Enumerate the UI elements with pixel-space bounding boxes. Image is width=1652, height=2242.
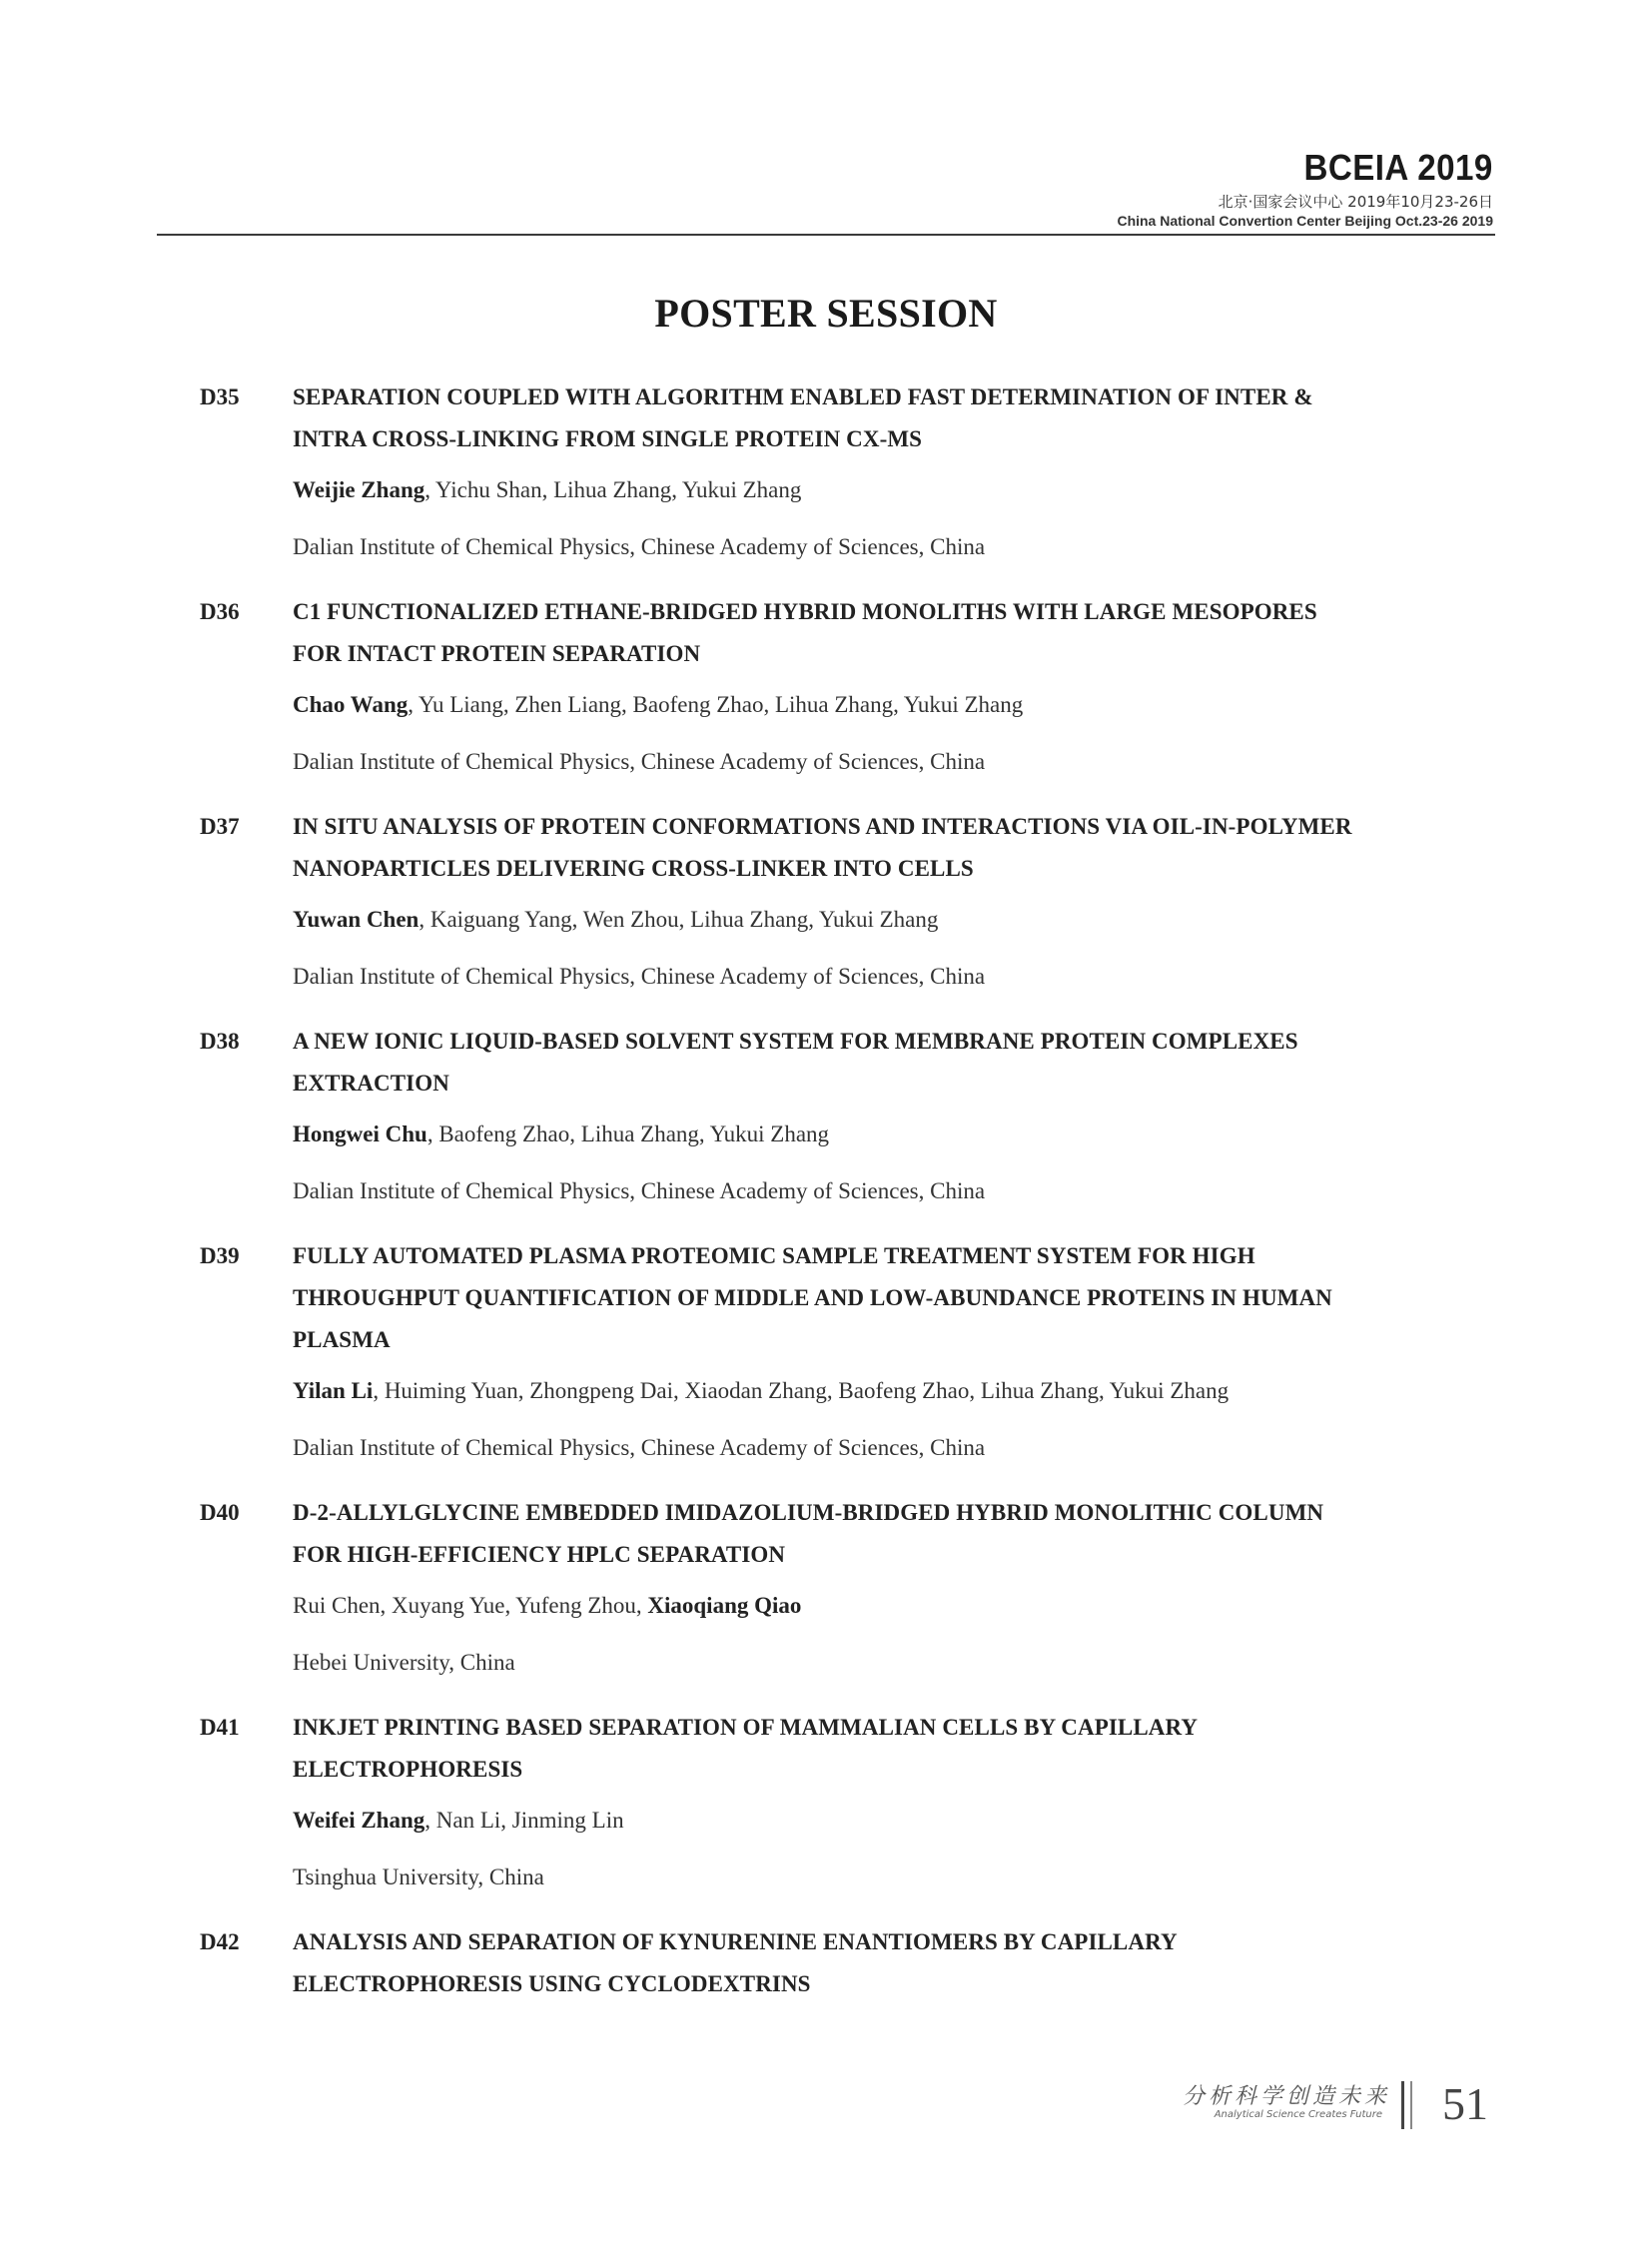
poster-id: D36 xyxy=(200,599,240,624)
poster-body xyxy=(293,1235,1501,1463)
poster-id: D37 xyxy=(200,814,240,839)
authors-after: , Yichu Shan, Lihua Zhang, Yukui Zhang xyxy=(424,477,802,502)
poster-id: D40 xyxy=(200,1500,240,1525)
poster-title xyxy=(293,1492,1501,1576)
poster-id: D42 xyxy=(200,1929,240,1954)
poster-title-line: INKJET PRINTING BASED SEPARATION OF MAMMALIAN CELLS BY CAPILLARY xyxy=(293,1715,1199,1740)
authors-before: Rui Chen, Xuyang Yue, Yufeng Zhou, xyxy=(293,1593,648,1618)
poster-authors xyxy=(293,905,1501,935)
poster-body xyxy=(293,1492,1501,1678)
presenting-author: Yilan Li xyxy=(293,1378,374,1403)
presenting-author: Yuwan Chen xyxy=(293,907,419,932)
poster-title xyxy=(293,1921,1501,2005)
poster-authors xyxy=(293,475,1501,505)
poster-title-line: NANOPARTICLES DELIVERING CROSS-LINKER INTO CELLS xyxy=(293,856,974,881)
poster-body xyxy=(293,1707,1501,1892)
poster-title-line: D-2-ALLYLGLYCINE EMBEDDED IMIDAZOLIUM-BRIDGED HYBRID MONOLITHIC COLUMN xyxy=(293,1500,1324,1525)
presenting-author: Weijie Zhang xyxy=(293,477,425,502)
poster-authors xyxy=(293,1376,1501,1406)
poster-authors xyxy=(293,1806,1501,1836)
poster-authors xyxy=(293,1591,1501,1621)
poster-title-line: ANALYSIS AND SEPARATION OF KYNURENINE ENANTIOMERS BY CAPILLARY xyxy=(293,1929,1178,1954)
poster-title xyxy=(293,1021,1501,1105)
poster-affiliation: Dalian Institute of Chemical Physics, Chinese Academy of Sciences, China xyxy=(293,534,986,559)
authors-after: , Nan Li, Jinming Lin xyxy=(424,1808,624,1833)
authors-after: , Baofeng Zhao, Lihua Zhang, Yukui Zhang xyxy=(426,1121,830,1146)
footer-slogan-cn: 分析科学创造未来 xyxy=(1182,2084,1390,2109)
poster-body xyxy=(293,806,1501,992)
conference-venue-cn: 北京·国家会议中心 2019年10月23-26日 xyxy=(1218,193,1493,211)
poster-title-line: EXTRACTION xyxy=(293,1071,449,1096)
authors-after: , Huiming Yuan, Zhongpeng Dai, Xiaodan Zhang, Baofeng Zhao, Lihua Zhang, Yukui Zhang xyxy=(373,1378,1230,1403)
poster-affiliation: Dalian Institute of Chemical Physics, Chinese Academy of Sciences, China xyxy=(293,749,986,774)
presenting-author: Xiaoqiang Qiao xyxy=(647,1593,802,1618)
presenting-author: Hongwei Chu xyxy=(293,1121,427,1146)
poster-authors xyxy=(293,1120,1501,1149)
poster-title-line: THROUGHPUT QUANTIFICATION OF MIDDLE AND LOW-ABUNDANCE PROTEINS IN HUMAN xyxy=(293,1285,1332,1310)
poster-title xyxy=(293,591,1501,675)
poster-title-line: PLASMA xyxy=(293,1327,391,1352)
poster-body xyxy=(293,1021,1501,1206)
page-number: 51 xyxy=(1442,2078,1488,2129)
session-title: POSTER SESSION xyxy=(654,291,998,336)
page-footer xyxy=(1179,2077,1508,2137)
presenting-author: Chao Wang xyxy=(293,692,409,717)
header-divider xyxy=(157,234,1495,236)
poster-id: D35 xyxy=(200,384,240,409)
poster-title xyxy=(293,1235,1501,1361)
poster-affiliation: Tsinghua University, China xyxy=(293,1865,544,1889)
poster-authors xyxy=(293,690,1501,720)
authors-after: , Yu Liang, Zhen Liang, Baofeng Zhao, Lihua Zhang, Yukui Zhang xyxy=(408,692,1024,717)
poster-id: D41 xyxy=(200,1715,240,1740)
poster-affiliation: Dalian Institute of Chemical Physics, Chinese Academy of Sciences, China xyxy=(293,964,986,989)
poster-title xyxy=(293,806,1501,890)
page-header xyxy=(157,148,1495,236)
footer-slogan-en: Analytical Science Creates Future xyxy=(1214,2109,1382,2120)
poster-title-line: C1 FUNCTIONALIZED ETHANE-BRIDGED HYBRID MONOLITHS WITH LARGE MESOPORES xyxy=(293,599,1317,624)
poster-title xyxy=(293,1707,1501,1791)
poster-title-line: FULLY AUTOMATED PLASMA PROTEOMIC SAMPLE TREATMENT SYSTEM FOR HIGH xyxy=(293,1243,1255,1268)
poster-id: D39 xyxy=(200,1243,240,1268)
poster-title xyxy=(293,376,1501,460)
presenting-author: Weifei Zhang xyxy=(293,1808,425,1833)
poster-id: D38 xyxy=(200,1029,240,1054)
footer-divider xyxy=(1410,2081,1412,2129)
poster-title-line: ELECTROPHORESIS USING CYCLODEXTRINS xyxy=(293,1971,811,1996)
poster-title-line: FOR INTACT PROTEIN SEPARATION xyxy=(293,641,701,666)
conference-venue-en: China National Convertion Center Beijing Oct.23-26 2019 xyxy=(1117,213,1493,229)
conference-title: BCEIA 2019 xyxy=(1303,147,1493,188)
poster-title-line: FOR HIGH-EFFICIENCY HPLC SEPARATION xyxy=(293,1542,786,1567)
poster-title-line: A NEW IONIC LIQUID-BASED SOLVENT SYSTEM FOR MEMBRANE PROTEIN COMPLEXES xyxy=(293,1029,1298,1054)
poster-title-line: ELECTROPHORESIS xyxy=(293,1757,523,1782)
footer-divider xyxy=(1401,2081,1404,2129)
authors-after: , Kaiguang Yang, Wen Zhou, Lihua Zhang, Yukui Zhang xyxy=(418,907,939,932)
poster-affiliation: Hebei University, China xyxy=(293,1650,515,1675)
poster-body xyxy=(293,591,1501,777)
poster-title-line: SEPARATION COUPLED WITH ALGORITHM ENABLED FAST DETERMINATION OF INTER & xyxy=(293,384,1313,409)
poster-affiliation: Dalian Institute of Chemical Physics, Chinese Academy of Sciences, China xyxy=(293,1435,986,1460)
poster-affiliation: Dalian Institute of Chemical Physics, Chinese Academy of Sciences, China xyxy=(293,1178,986,1203)
poster-body xyxy=(293,1921,1501,2005)
poster-title-line: INTRA CROSS-LINKING FROM SINGLE PROTEIN CX-MS xyxy=(293,426,923,451)
poster-title-line: IN SITU ANALYSIS OF PROTEIN CONFORMATIONS AND INTERACTIONS VIA OIL-IN-POLYMER xyxy=(293,814,1352,839)
poster-body xyxy=(293,376,1501,562)
